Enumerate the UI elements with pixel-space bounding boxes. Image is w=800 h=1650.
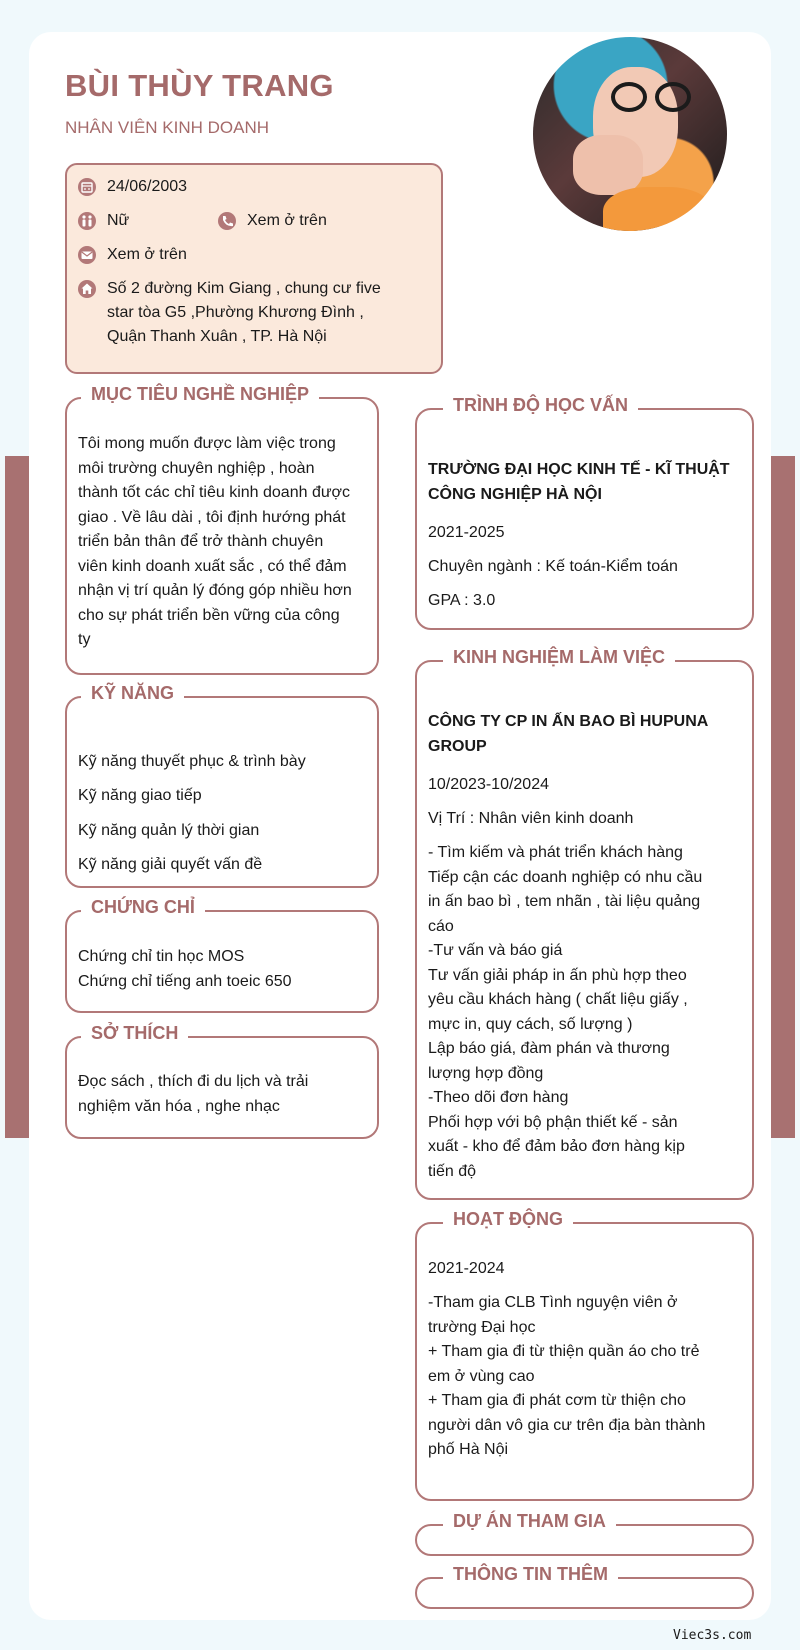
home-icon [77, 279, 97, 299]
email-value: Xem ở trên [107, 246, 187, 263]
contact-info-box [65, 163, 443, 374]
list-item: Kỹ năng giải quyết vấn đề [78, 855, 263, 873]
right-decor-band [771, 456, 795, 1138]
certificates-title: CHỨNG CHỈ [81, 897, 205, 918]
activities-details: -Tham gia CLB Tình nguyện viên ở trường Đại học + Tham gia đi từ thiện quần áo cho trẻ em ở vùng cao + Tham gia đi phát cơm từ thiện cho người dân vô gia cư trên địa bàn thành phố Hà Nội [428, 1294, 706, 1458]
phone-value: Xem ở trên [247, 212, 327, 229]
company-name: CÔNG TY CP IN ẤN BAO BÌ HUPUNA GROUP [428, 713, 709, 755]
skills-list [78, 745, 306, 882]
phone-icon [217, 211, 237, 231]
experience-title: KINH NGHIỆM LÀM VIỆC [443, 647, 675, 668]
hobbies-section [65, 1023, 379, 1139]
experience-period: 10/2023-10/2024 [428, 776, 549, 793]
birthday-row [77, 175, 187, 199]
experience-position: Vị Trí : Nhân viên kinh doanh [428, 810, 634, 827]
activities-title: HOẠT ĐỘNG [443, 1209, 573, 1230]
list-item: Chứng chỉ tin học MOS [78, 948, 245, 965]
address-value: Số 2 đường Kim Giang , chung cư five star tòa G5 ,Phường Khương Đình , Quận Thanh Xuân , TP. Hà Nội [107, 280, 381, 345]
calendar-icon [77, 177, 97, 197]
projects-section [415, 1511, 754, 1556]
avatar [533, 37, 727, 231]
skills-section [65, 683, 379, 888]
more-info-title: THÔNG TIN THÊM [443, 1564, 618, 1585]
certificates-list [78, 945, 292, 994]
list-item: Kỹ năng thuyết phục & trình bày [78, 753, 306, 770]
activities-period: 2021-2024 [428, 1260, 505, 1277]
watermark: Viec3s.com [673, 1628, 752, 1643]
email-row [77, 243, 187, 267]
projects-title: DỰ ÁN THAM GIA [443, 1511, 616, 1532]
candidate-role: NHÂN VIÊN KINH DOANH [65, 118, 270, 137]
school-name: TRƯỜNG ĐẠI HỌC KINH TẾ - KĨ THUẬT CÔNG NGHIỆP HÀ NỘI [428, 461, 730, 503]
more-info-section [415, 1564, 754, 1609]
gender-value: Nữ [107, 212, 130, 229]
gender-row [77, 209, 129, 233]
education-title: TRÌNH ĐỘ HỌC VẤN [443, 395, 638, 416]
education-major: Chuyên ngành : Kế toán-Kiểm toán [428, 558, 678, 575]
gender-icon [77, 211, 97, 231]
mail-icon [77, 245, 97, 265]
experience-section [415, 647, 754, 1200]
list-item: Kỹ năng giao tiếp [78, 787, 202, 805]
education-period: 2021-2025 [428, 524, 505, 541]
candidate-name: BÙI THÙY TRANG [65, 68, 334, 103]
birthday-value: 24/06/2003 [107, 178, 188, 195]
left-decor-band [5, 456, 29, 1138]
skills-title: KỸ NĂNG [81, 683, 184, 704]
objective-text: Tôi mong muốn được làm việc trong môi trường chuyên nghiệp , hoàn thành tốt các chỉ tiêu kinh doanh được giao . Về lâu dài , tôi định hướng phát triển bản thân để trở thành chuyên viên kinh doanh xuất sắc , có thể đảm nhận vị trí quản lý đóng góp nhiều hơn cho sự phát triển bền vững của công ty [78, 435, 352, 648]
list-item: Chứng chỉ tiếng anh toeic 650 [78, 972, 292, 990]
hobbies-text: Đọc sách , thích đi du lịch và trải nghiệm văn hóa , nghe nhạc [78, 1073, 309, 1115]
experience-details: - Tìm kiếm và phát triển khách hàng Tiếp cận các doanh nghiệp có nhu cầu in ấn bao bì , tem nhãn , tài liệu quảng cáo -Tư vấn và báo giá Tư vấn giải pháp in ấn phù hợp theo yêu cầu khách hàng ( chất liệu giấy , mực in, quy cách, số lượng ) Lập báo giá, đàm phán và thương lượng hợp đồng -Theo dõi đơn hàng Phối hợp với bộ phận thiết kế - sản xuất - kho để đảm bảo đơn hàng kịp tiến độ [428, 844, 703, 1180]
address-row [77, 277, 381, 349]
phone-row [217, 209, 327, 233]
education-section [415, 395, 754, 630]
list-item: Kỹ năng quản lý thời gian [78, 821, 260, 839]
activities-section [415, 1209, 754, 1501]
education-gpa: GPA : 3.0 [428, 592, 496, 609]
objective-title: MỤC TIÊU NGHỀ NGHIỆP [81, 384, 319, 405]
objective-section [65, 384, 379, 675]
certificates-section [65, 897, 379, 1013]
hobbies-title: SỞ THÍCH [81, 1023, 188, 1044]
